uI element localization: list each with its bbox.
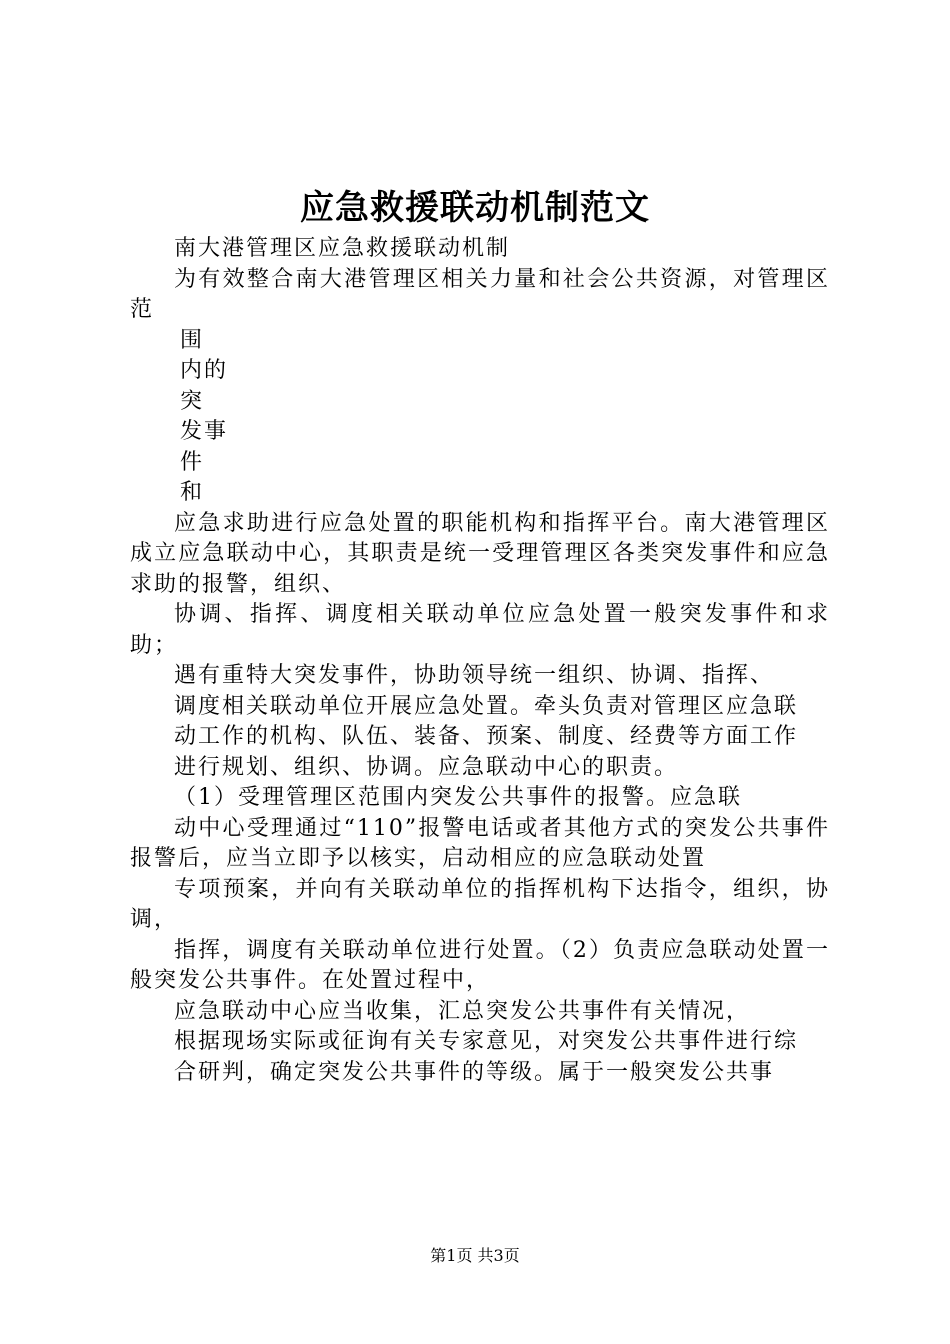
paragraph: 围 (180, 327, 205, 353)
paragraph: 调度相关联动单位开展应急处置。牵头负责对管理区应急联 (174, 693, 799, 719)
paragraph: （1）受理管理区范围内突发公共事件的报警。应急联 (174, 785, 742, 810)
paragraph: 应急联动中心应当收集，汇总突发公共事件有关情况， (174, 998, 751, 1024)
paragraph: 突 (180, 388, 205, 414)
paragraph: 发事 (180, 419, 229, 444)
paragraph: 遇有重特大突发事件，协助领导统一组织、协调、指挥、 (174, 663, 775, 688)
paragraph: 和 (180, 480, 205, 505)
document-title: 应急救援联动机制范文 (300, 188, 650, 228)
paragraph: 动工作的机构、队伍、装备、预案、制度、经费等方面工作 (174, 724, 799, 749)
paragraph: 内的 (180, 358, 229, 383)
paragraph: 南大港管理区应急救援联动机制 (174, 236, 511, 261)
paragraph: 为有效整合南大港管理区相关力量和社会公共资源，对管理区范 (130, 266, 830, 322)
paragraph: 专项预案，并向有关联动单位的指挥机构下达指令，组织，协调， (130, 876, 830, 932)
paragraph: 指挥，调度有关联动单位进行处置。（2）负责应急联动处置一般突发公共事件。在处置过程中， (130, 937, 830, 993)
page-footer: 第1页 共3页 (430, 1246, 520, 1265)
paragraph: 合研判，确定突发公共事件的等级。属于一般突发公共事 (174, 1059, 775, 1085)
paragraph: 应急求助进行应急处置的职能机构和指挥平台。南大港管理区成立应急联动中心，其职责是统一受理管理区各类突发事件和应急求助的报警，组织、 (130, 510, 830, 597)
paragraph: 进行规划、组织、协调。应急联动中心的职责。 (174, 754, 679, 780)
paragraph: 动中心受理通过“110”报警电话或者其他方式的突发公共事件报警后，应当立即予以核实，启动相应的应急联动处置 (130, 815, 830, 871)
paragraph: 协调、指挥、调度相关联动单位应急处置一般突发事件和求助； (130, 602, 830, 658)
paragraph: 根据现场实际或征询有关专家意见，对突发公共事件进行综 (174, 1029, 799, 1054)
paragraph: 件 (180, 449, 205, 475)
document-body (130, 234, 830, 1088)
